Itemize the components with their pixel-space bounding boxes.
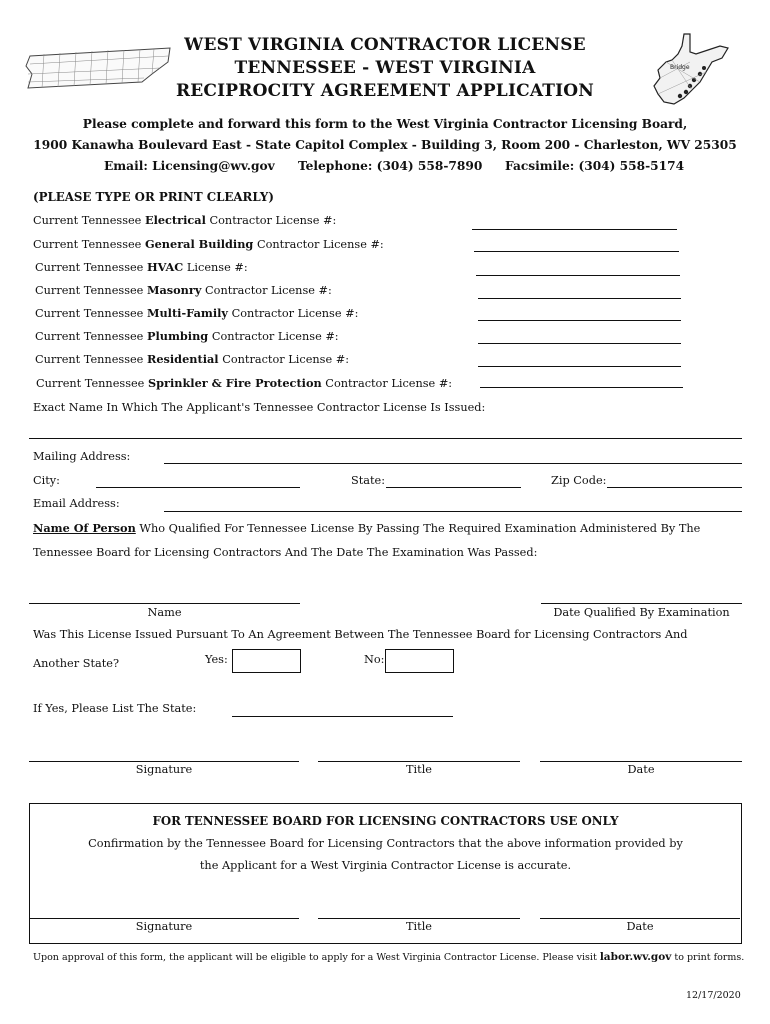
license-type: Multi-Family	[146, 306, 228, 320]
plumbing-license-field[interactable]	[478, 343, 681, 344]
board-date-caption: Date	[626, 920, 654, 933]
qualifier-text	[33, 521, 700, 535]
electrical-license-field[interactable]	[472, 229, 677, 230]
other-state-field[interactable]	[232, 716, 453, 717]
title-caption: Title	[406, 763, 432, 776]
board-confirmation-line-2: the Applicant for a West Virginia Contractor License is accurate.	[199, 859, 572, 872]
license-type: Electrical	[144, 213, 206, 227]
license-suffix: Contractor License #:	[205, 284, 332, 297]
license-type: General Building	[144, 237, 254, 251]
board-title-field[interactable]	[318, 918, 520, 919]
no-label: No:	[364, 653, 385, 666]
signature-caption: Signature	[135, 763, 193, 776]
board-signature-caption: Signature	[135, 920, 193, 933]
qualifier-name-field[interactable]	[29, 603, 300, 604]
license-row-multi-family	[35, 306, 358, 320]
board-confirmation-line-1: Confirmation by the Tennessee Board for Licensing Contractors that the above information provided by	[88, 837, 683, 850]
email-label: Email Address:	[33, 497, 120, 510]
license-row-plumbing	[35, 329, 339, 343]
email-field[interactable]	[164, 511, 742, 512]
license-type: Masonry	[146, 283, 202, 297]
license-type: Residential	[146, 352, 219, 366]
instructions-text: Please complete and forward this form to the West Virginia Contractor Licensing Board,	[82, 117, 688, 131]
license-row-masonry	[35, 283, 332, 297]
approval-note	[33, 951, 744, 963]
residential-license-field[interactable]	[478, 366, 681, 367]
license-prefix: Current Tennessee	[35, 353, 144, 366]
city-label: City:	[33, 474, 60, 487]
form-title-line-1: WEST VIRGINIA CONTRACTOR LICENSE	[184, 35, 586, 55]
print-clearly-note: (PLEASE TYPE OR PRINT CLEARLY)	[33, 190, 274, 204]
approval-note-text: Upon approval of this form, the applicant will be eligible to apply for a West Virginia Contractor License. Please visit	[33, 952, 597, 963]
license-prefix: Current Tennessee	[33, 214, 142, 227]
license-prefix: Current Tennessee	[35, 284, 144, 297]
license-row-electrical	[33, 213, 336, 227]
applicant-date-field[interactable]	[540, 761, 742, 762]
wv-map-label: Bridge	[670, 64, 690, 71]
license-type: Sprinkler & Fire Protection	[147, 376, 322, 390]
license-suffix: Contractor License #:	[231, 307, 359, 320]
board-telephone: Telephone: (304) 558-7890	[298, 159, 483, 173]
agreement-question: Was This License Issued Pursuant To An Agreement Between The Tennessee Board for Licensing Contractors And	[33, 628, 688, 641]
mailing-address-label: Mailing Address:	[33, 450, 131, 463]
multi-family-license-field[interactable]	[478, 320, 681, 321]
license-row-residential	[35, 352, 349, 366]
license-row-general-building	[33, 237, 384, 251]
license-suffix: License #:	[186, 261, 248, 274]
license-suffix: Contractor License #:	[222, 353, 350, 366]
form-title-line-3: RECIPROCITY AGREEMENT APPLICATION	[175, 81, 595, 101]
sprinkler-fire-license-field[interactable]	[480, 387, 683, 388]
form-title-line-2: TENNESSEE - WEST VIRGINIA	[234, 58, 536, 78]
applicant-title-field[interactable]	[318, 761, 520, 762]
license-suffix: Contractor License #:	[209, 214, 337, 227]
license-prefix: Current Tennessee	[35, 330, 144, 343]
yes-label: Yes:	[205, 653, 228, 666]
zip-label: Zip Code:	[551, 474, 607, 487]
license-type: HVAC	[146, 260, 184, 274]
board-email: Email: Licensing@wv.gov	[104, 159, 275, 173]
board-use-heading: FOR TENNESSEE BOARD FOR LICENSING CONTRACTORS USE ONLY	[152, 814, 619, 828]
license-row-hvac	[35, 260, 248, 274]
name-caption: Name	[147, 606, 182, 619]
state-field[interactable]	[386, 487, 521, 488]
license-prefix: Current Tennessee	[36, 377, 145, 390]
yes-checkbox[interactable]	[232, 649, 301, 673]
qualifier-rest: Who Qualified For Tennessee License By Passing The Required Examination Administered By The	[139, 522, 701, 535]
no-checkbox[interactable]	[385, 649, 454, 673]
board-title-caption: Title	[406, 920, 432, 933]
license-row-sprinkler-fire	[36, 376, 452, 390]
board-date-field[interactable]	[540, 918, 740, 919]
date-qualified-caption: Date Qualified By Examination	[553, 606, 730, 619]
date-caption: Date	[627, 763, 655, 776]
city-field[interactable]	[96, 487, 300, 488]
general-building-license-field[interactable]	[474, 251, 679, 252]
revision-date: 12/17/2020	[686, 990, 741, 1001]
license-prefix: Current Tennessee	[35, 307, 144, 320]
qualifier-text-line-2: Tennessee Board for Licensing Contractors And The Date The Examination Was Passed:	[33, 546, 538, 559]
applicant-signature-field[interactable]	[29, 761, 299, 762]
board-signature-field[interactable]	[29, 918, 299, 919]
qualifier-bold: Name Of Person	[33, 521, 136, 535]
hvac-license-field[interactable]	[476, 275, 680, 276]
masonry-license-field[interactable]	[478, 298, 681, 299]
exact-name-field[interactable]	[29, 438, 742, 439]
license-suffix: Contractor License #:	[256, 238, 384, 251]
license-suffix: Contractor License #:	[211, 330, 339, 343]
approval-note-tail: to print forms.	[674, 952, 745, 963]
labor-wv-gov-link[interactable]: labor.wv.gov	[599, 951, 672, 963]
if-yes-label: If Yes, Please List The State:	[33, 702, 197, 715]
zip-field[interactable]	[607, 487, 742, 488]
mailing-address-field[interactable]	[164, 463, 742, 464]
state-label: State:	[351, 474, 386, 487]
board-address: 1900 Kanawha Boulevard East - State Capitol Complex - Building 3, Room 200 - Charleston, WV 25305	[33, 138, 737, 152]
license-type: Plumbing	[146, 329, 209, 343]
license-prefix: Current Tennessee	[33, 238, 142, 251]
agreement-question-line-2: Another State?	[33, 657, 120, 670]
date-qualified-field[interactable]	[541, 603, 742, 604]
board-fax: Facsimile: (304) 558-5174	[505, 159, 685, 173]
exact-name-label: Exact Name In Which The Applicant's Tennessee Contractor License Is Issued:	[33, 401, 486, 414]
license-suffix: Contractor License #:	[325, 377, 453, 390]
license-prefix: Current Tennessee	[35, 261, 144, 274]
